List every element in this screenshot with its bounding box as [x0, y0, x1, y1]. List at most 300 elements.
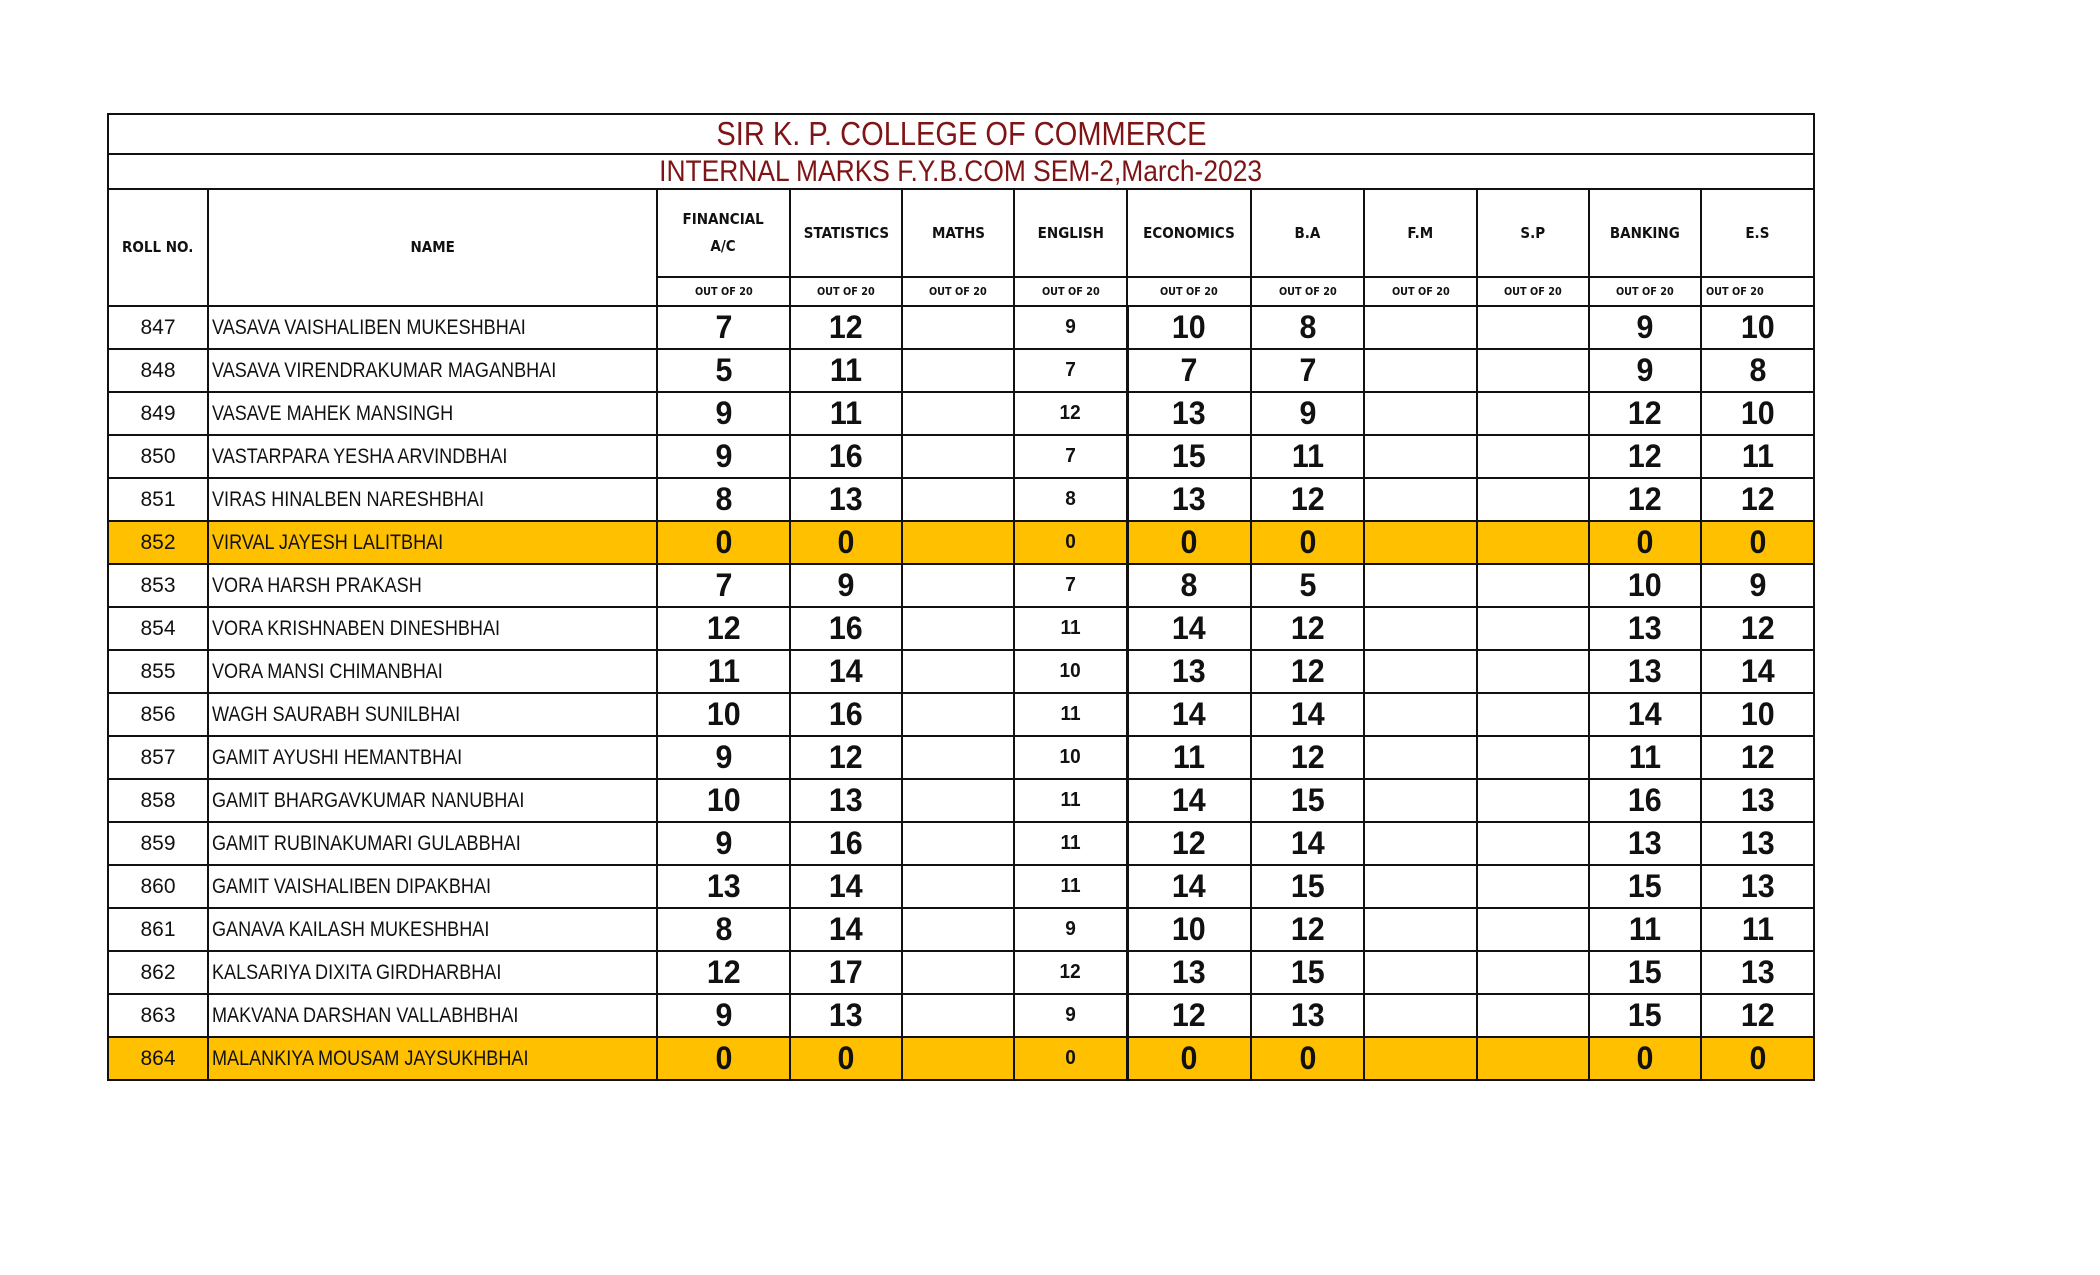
- mark-cell: [1364, 865, 1477, 908]
- mark-cell: [1251, 349, 1364, 392]
- student-row: [108, 478, 1814, 521]
- mark-value: 0: [1636, 1040, 1654, 1076]
- student-name-text: VORA MANSI CHIMANBHAI: [212, 659, 443, 683]
- student-name-text: VIRAS HINALBEN NARESHBHAI: [212, 487, 484, 511]
- mark-value: 10: [1740, 309, 1775, 345]
- student-row: [108, 908, 1814, 951]
- mark-value: 0: [1180, 524, 1198, 560]
- roll-number: 847: [108, 306, 208, 349]
- mark-cell: [1014, 521, 1127, 564]
- mark-value: 16: [829, 438, 863, 474]
- mark-cell: [1127, 435, 1251, 478]
- mark-cell: [1701, 736, 1814, 779]
- mark-cell: [657, 1037, 790, 1080]
- mark-cell: [1477, 822, 1589, 865]
- student-name-text: VASAVA VAISHALIBEN MUKESHBHAI: [212, 315, 526, 339]
- mark-value: 10: [1059, 746, 1081, 768]
- mark-cell: [1477, 994, 1589, 1037]
- mark-value: 12: [1172, 825, 1207, 861]
- mark-cell: [1477, 478, 1589, 521]
- mark-cell: [1477, 1037, 1589, 1080]
- roll-number: 860: [108, 865, 208, 908]
- mark-value: 15: [1628, 868, 1662, 904]
- mark-value: 13: [1740, 782, 1775, 818]
- mark-value: 7: [1299, 352, 1316, 388]
- student-name-text: VIRVAL JAYESH LALITBHAI: [212, 530, 444, 554]
- student-name-text: VORA KRISHNABEN DINESHBHAI: [212, 616, 501, 640]
- mark-cell: [1251, 994, 1364, 1037]
- mark-value: 11: [1741, 438, 1774, 474]
- mark-value: 0: [1749, 524, 1766, 560]
- student-row: [108, 650, 1814, 693]
- mark-cell: [1701, 822, 1814, 865]
- mark-value: 13: [1172, 954, 1207, 990]
- mark-value: 9: [1299, 395, 1316, 431]
- mark-value: 12: [1740, 997, 1775, 1033]
- mark-value: 17: [829, 954, 863, 990]
- mark-value: 9: [715, 825, 732, 861]
- mark-cell: [790, 951, 902, 994]
- mark-value: 9: [837, 567, 855, 603]
- student-name-text: WAGH SAURABH SUNILBHAI: [212, 702, 461, 726]
- max-marks-text: OUT OF 20: [929, 285, 987, 298]
- mark-cell: [657, 822, 790, 865]
- mark-value: 9: [715, 739, 732, 775]
- student-row: [108, 306, 1814, 349]
- mark-cell: [657, 650, 790, 693]
- roll-number: 854: [108, 607, 208, 650]
- mark-cell: [1127, 951, 1251, 994]
- mark-cell: [790, 865, 902, 908]
- mark-cell: [657, 521, 790, 564]
- roll-number: 861: [108, 908, 208, 951]
- mark-cell: [1251, 865, 1364, 908]
- student-name: [208, 521, 657, 564]
- mark-cell: [1014, 994, 1127, 1037]
- mark-value: 15: [1290, 782, 1325, 818]
- mark-cell: [1477, 392, 1589, 435]
- mark-cell: [1127, 564, 1251, 607]
- mark-value: 14: [829, 868, 863, 904]
- mark-cell: [1589, 650, 1701, 693]
- mark-cell: [1477, 564, 1589, 607]
- student-name: [208, 392, 657, 435]
- mark-value: 9: [715, 997, 732, 1033]
- max-marks-text: OUT OF 20: [1504, 285, 1562, 298]
- mark-cell: [902, 908, 1014, 951]
- mark-cell: [902, 822, 1014, 865]
- college-title: [108, 114, 1814, 154]
- max-marks-text: OUT OF 20: [817, 285, 875, 298]
- max-marks-label: [902, 277, 1014, 306]
- mark-value: 12: [706, 610, 741, 646]
- mark-cell: [657, 865, 790, 908]
- subject-name: ECONOMICS: [1143, 223, 1235, 242]
- mark-value: 12: [1740, 481, 1775, 517]
- mark-cell: [1589, 908, 1701, 951]
- mark-cell: [1014, 1037, 1127, 1080]
- mark-cell: [790, 994, 902, 1037]
- mark-value: 11: [1060, 832, 1081, 854]
- mark-cell: [1014, 736, 1127, 779]
- mark-value: 7: [715, 567, 732, 603]
- roll-number: 855: [108, 650, 208, 693]
- student-name-text: KALSARIYA DIXITA GIRDHARBHAI: [212, 960, 502, 984]
- max-marks-label: [1364, 277, 1477, 306]
- mark-cell: [1251, 478, 1364, 521]
- subject-name-line2: A/C: [710, 237, 737, 255]
- mark-value: 0: [715, 524, 732, 560]
- mark-value: 10: [1628, 567, 1662, 603]
- subject-name: MATHS: [931, 223, 985, 242]
- mark-cell: [902, 435, 1014, 478]
- mark-cell: [1477, 951, 1589, 994]
- mark-cell: [1477, 435, 1589, 478]
- mark-cell: [1701, 779, 1814, 822]
- mark-value: 13: [829, 997, 863, 1033]
- mark-value: 9: [1636, 309, 1654, 345]
- roll-number: 864: [108, 1037, 208, 1080]
- mark-value: 14: [829, 653, 863, 689]
- mark-value: 14: [1628, 696, 1662, 732]
- mark-value: 5: [1299, 567, 1316, 603]
- mark-value: 11: [829, 352, 863, 388]
- mark-value: 13: [1740, 868, 1775, 904]
- mark-value: 9: [715, 438, 732, 474]
- student-name-text: GAMIT AYUSHI HEMANTBHAI: [212, 745, 463, 769]
- roll-number: 857: [108, 736, 208, 779]
- mark-cell: [657, 478, 790, 521]
- mark-cell: [1364, 392, 1477, 435]
- mark-value: 15: [1172, 438, 1207, 474]
- mark-cell: [1014, 779, 1127, 822]
- mark-value: 0: [1064, 531, 1076, 553]
- mark-value: 12: [1740, 739, 1775, 775]
- mark-cell: [1014, 306, 1127, 349]
- mark-cell: [1589, 435, 1701, 478]
- column-header-subject: [1014, 189, 1127, 277]
- student-name: [208, 822, 657, 865]
- mark-cell: [1364, 736, 1477, 779]
- mark-cell: [1127, 693, 1251, 736]
- mark-cell: [1251, 650, 1364, 693]
- mark-cell: [1251, 564, 1364, 607]
- roll-number: 852: [108, 521, 208, 564]
- mark-cell: [1014, 607, 1127, 650]
- student-name: [208, 693, 657, 736]
- mark-value: 14: [1290, 696, 1325, 732]
- mark-cell: [1127, 994, 1251, 1037]
- mark-cell: [1251, 1037, 1364, 1080]
- mark-value: 13: [706, 868, 741, 904]
- mark-cell: [657, 994, 790, 1037]
- mark-cell: [657, 435, 790, 478]
- student-name: [208, 908, 657, 951]
- mark-cell: [657, 693, 790, 736]
- mark-cell: [902, 779, 1014, 822]
- mark-value: 5: [715, 352, 732, 388]
- mark-cell: [1127, 478, 1251, 521]
- mark-value: 13: [1172, 395, 1207, 431]
- mark-cell: [1589, 779, 1701, 822]
- mark-cell: [1364, 693, 1477, 736]
- student-row: [108, 822, 1814, 865]
- mark-cell: [1701, 478, 1814, 521]
- column-header-name-text: NAME: [410, 238, 455, 256]
- mark-cell: [1589, 521, 1701, 564]
- max-marks-label: [1701, 277, 1814, 306]
- mark-cell: [1589, 994, 1701, 1037]
- mark-cell: [1364, 564, 1477, 607]
- mark-cell: [1589, 392, 1701, 435]
- column-header-roll: [108, 189, 208, 306]
- mark-value: 7: [1180, 352, 1198, 388]
- column-header-subject: [1477, 189, 1589, 277]
- mark-value: 11: [1060, 875, 1081, 897]
- mark-value: 12: [1628, 438, 1662, 474]
- student-name: [208, 607, 657, 650]
- student-row: [108, 607, 1814, 650]
- mark-value: 10: [1172, 309, 1207, 345]
- mark-cell: [1701, 865, 1814, 908]
- mark-cell: [1589, 306, 1701, 349]
- roll-number: 848: [108, 349, 208, 392]
- mark-value: 12: [1290, 610, 1325, 646]
- column-header-subject: [1251, 189, 1364, 277]
- student-name-text: VASAVE MAHEK MANSINGH: [212, 401, 454, 425]
- student-row: [108, 779, 1814, 822]
- subject-name: F.M: [1407, 223, 1434, 242]
- mark-value: 8: [715, 911, 732, 947]
- student-name: [208, 865, 657, 908]
- mark-cell: [1251, 306, 1364, 349]
- mark-cell: [1701, 908, 1814, 951]
- mark-value: 10: [1740, 395, 1775, 431]
- mark-value: 10: [1740, 696, 1775, 732]
- student-name-text: GANAVA KAILASH MUKESHBHAI: [212, 917, 490, 941]
- mark-cell: [1014, 392, 1127, 435]
- student-row: [108, 521, 1814, 564]
- mark-cell: [902, 650, 1014, 693]
- student-name: [208, 306, 657, 349]
- mark-value: 11: [1060, 617, 1081, 639]
- mark-cell: [1127, 521, 1251, 564]
- mark-value: 14: [1740, 653, 1775, 689]
- roll-number: 858: [108, 779, 208, 822]
- student-name-text: VASAVA VIRENDRAKUMAR MAGANBHAI: [212, 358, 557, 382]
- student-name: [208, 650, 657, 693]
- mark-value: 7: [1064, 445, 1076, 467]
- mark-cell: [657, 564, 790, 607]
- mark-cell: [790, 478, 902, 521]
- mark-value: 13: [1628, 825, 1662, 861]
- mark-cell: [1014, 908, 1127, 951]
- mark-cell: [1477, 650, 1589, 693]
- mark-value: 12: [1059, 402, 1081, 424]
- mark-cell: [902, 392, 1014, 435]
- mark-value: 8: [1299, 309, 1316, 345]
- mark-value: 11: [1628, 911, 1662, 947]
- mark-value: 0: [1636, 524, 1654, 560]
- mark-cell: [1127, 349, 1251, 392]
- mark-value: 13: [1172, 653, 1207, 689]
- student-name-text: GAMIT RUBINAKUMARI GULABBHAI: [212, 831, 521, 855]
- mark-cell: [902, 349, 1014, 392]
- roll-number: 856: [108, 693, 208, 736]
- mark-cell: [1364, 822, 1477, 865]
- student-name-text: GAMIT VAISHALIBEN DIPAKBHAI: [212, 874, 492, 898]
- mark-cell: [790, 306, 902, 349]
- mark-cell: [1014, 865, 1127, 908]
- student-name-text: VASTARPARA YESHA ARVINDBHAI: [212, 444, 508, 468]
- mark-cell: [902, 865, 1014, 908]
- mark-value: 12: [1059, 961, 1081, 983]
- mark-value: 13: [829, 782, 863, 818]
- mark-cell: [1364, 607, 1477, 650]
- mark-value: 9: [1636, 352, 1654, 388]
- mark-cell: [790, 521, 902, 564]
- max-marks-label: [1014, 277, 1127, 306]
- student-name: [208, 564, 657, 607]
- mark-value: 12: [829, 739, 863, 775]
- mark-value: 15: [1290, 954, 1325, 990]
- mark-cell: [1127, 822, 1251, 865]
- mark-cell: [1251, 693, 1364, 736]
- mark-cell: [1701, 521, 1814, 564]
- mark-value: 9: [1064, 918, 1076, 940]
- mark-cell: [902, 693, 1014, 736]
- mark-value: 0: [715, 1040, 732, 1076]
- mark-cell: [1589, 607, 1701, 650]
- mark-cell: [902, 521, 1014, 564]
- mark-value: 9: [1749, 567, 1766, 603]
- mark-cell: [902, 951, 1014, 994]
- column-header-subject: [1589, 189, 1701, 277]
- mark-cell: [1014, 478, 1127, 521]
- mark-cell: [1589, 564, 1701, 607]
- mark-value: 0: [1064, 1047, 1076, 1069]
- student-row: [108, 1037, 1814, 1080]
- mark-cell: [1477, 693, 1589, 736]
- mark-value: 14: [1172, 868, 1207, 904]
- subject-name: FINANCIAL: [682, 210, 765, 228]
- mark-cell: [657, 779, 790, 822]
- mark-cell: [1127, 736, 1251, 779]
- mark-cell: [657, 736, 790, 779]
- mark-cell: [1014, 564, 1127, 607]
- subject-name: STATISTICS: [803, 223, 889, 242]
- mark-value: 13: [1628, 653, 1662, 689]
- mark-cell: [1014, 435, 1127, 478]
- student-name-text: GAMIT BHARGAVKUMAR NANUBHAI: [212, 788, 525, 812]
- mark-value: 12: [1628, 395, 1662, 431]
- mark-value: 9: [1064, 1004, 1076, 1026]
- mark-cell: [1014, 650, 1127, 693]
- mark-value: 14: [1172, 696, 1207, 732]
- mark-cell: [1701, 435, 1814, 478]
- mark-value: 11: [1628, 739, 1662, 775]
- mark-cell: [1589, 951, 1701, 994]
- student-row: [108, 736, 1814, 779]
- student-name: [208, 994, 657, 1037]
- column-header-subject: [1364, 189, 1477, 277]
- student-name: [208, 951, 657, 994]
- mark-cell: [902, 1037, 1014, 1080]
- mark-value: 16: [829, 696, 863, 732]
- internal-marks-table: [107, 113, 1815, 1081]
- mark-value: 11: [1060, 703, 1081, 725]
- mark-value: 12: [1740, 610, 1775, 646]
- mark-cell: [1014, 822, 1127, 865]
- roll-number: 851: [108, 478, 208, 521]
- mark-cell: [1477, 349, 1589, 392]
- mark-value: 9: [1064, 316, 1076, 338]
- mark-cell: [1127, 779, 1251, 822]
- college-title-text: SIR K. P. COLLEGE OF COMMERCE: [716, 115, 1207, 152]
- mark-cell: [1127, 865, 1251, 908]
- mark-cell: [657, 908, 790, 951]
- mark-value: 16: [1628, 782, 1662, 818]
- column-header-subject: [1701, 189, 1814, 277]
- mark-value: 7: [1064, 574, 1076, 596]
- mark-cell: [657, 349, 790, 392]
- mark-cell: [902, 306, 1014, 349]
- mark-cell: [1364, 478, 1477, 521]
- mark-value: 13: [829, 481, 863, 517]
- mark-cell: [1251, 392, 1364, 435]
- student-name: [208, 1037, 657, 1080]
- mark-value: 13: [1628, 610, 1662, 646]
- mark-value: 12: [1290, 911, 1325, 947]
- student-name: [208, 349, 657, 392]
- mark-cell: [790, 779, 902, 822]
- subject-name: ENGLISH: [1037, 223, 1104, 242]
- mark-cell: [790, 908, 902, 951]
- mark-value: 14: [1172, 610, 1207, 646]
- mark-value: 13: [1740, 825, 1775, 861]
- mark-cell: [1589, 865, 1701, 908]
- student-name-text: MALANKIYA MOUSAM JAYSUKHBHAI: [212, 1046, 529, 1070]
- mark-cell: [790, 564, 902, 607]
- mark-value: 0: [837, 524, 855, 560]
- mark-cell: [1251, 607, 1364, 650]
- sheet-subtitle: [108, 154, 1814, 189]
- mark-value: 9: [715, 395, 732, 431]
- mark-cell: [1251, 822, 1364, 865]
- mark-value: 8: [1749, 352, 1766, 388]
- max-marks-label: [1589, 277, 1701, 306]
- student-name: [208, 435, 657, 478]
- mark-value: 11: [707, 653, 740, 689]
- mark-value: 0: [1299, 524, 1316, 560]
- student-row: [108, 564, 1814, 607]
- mark-value: 10: [1172, 911, 1207, 947]
- mark-value: 11: [1291, 438, 1324, 474]
- mark-cell: [790, 650, 902, 693]
- subject-name: B.A: [1294, 223, 1321, 242]
- roll-number: 863: [108, 994, 208, 1037]
- mark-value: 10: [1059, 660, 1081, 682]
- student-row: [108, 392, 1814, 435]
- max-marks-text: OUT OF 20: [1278, 285, 1337, 298]
- max-marks-label: [1477, 277, 1589, 306]
- mark-value: 15: [1290, 868, 1325, 904]
- mark-value: 8: [1064, 488, 1076, 510]
- mark-value: 8: [715, 481, 732, 517]
- max-marks-text: OUT OF 20: [1391, 285, 1450, 298]
- mark-cell: [1127, 650, 1251, 693]
- mark-cell: [1701, 306, 1814, 349]
